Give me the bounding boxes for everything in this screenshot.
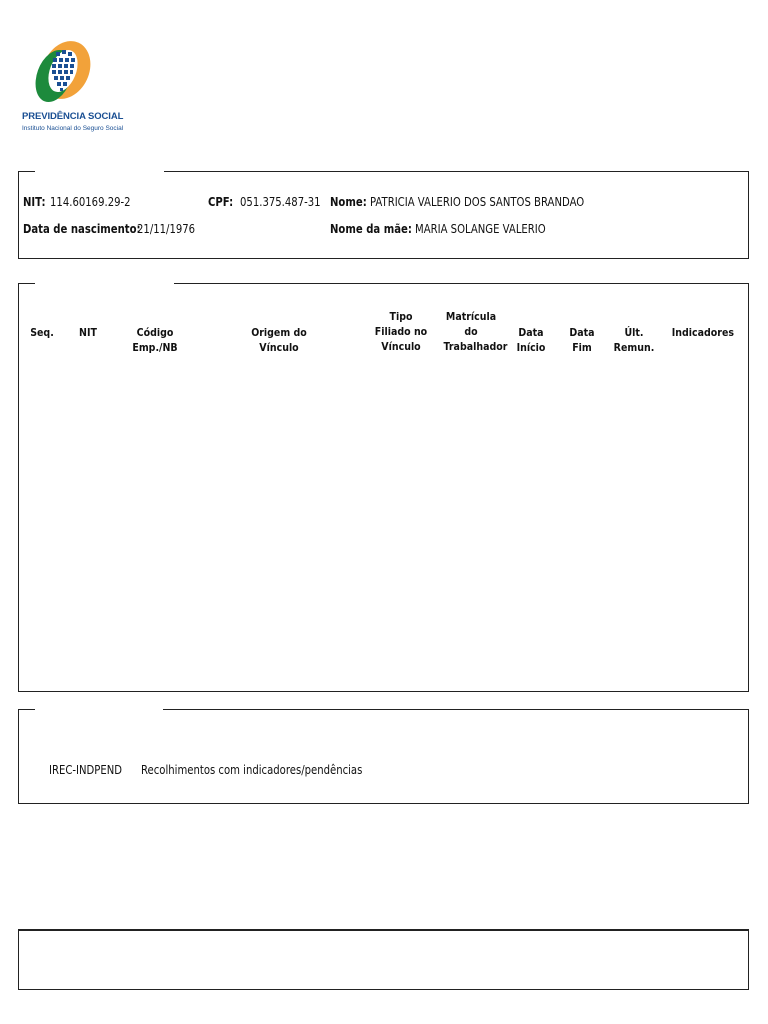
previdencia-logo bbox=[18, 38, 124, 140]
section-tab-gap bbox=[35, 708, 163, 712]
nome-mae-value: MARIA SOLANGE VALERIO bbox=[415, 222, 546, 236]
column-header-matricula: Matrícula do Trabalhador bbox=[443, 310, 508, 353]
data-nascimento-label: Data de nascimento: bbox=[23, 222, 141, 236]
nome-mae-label: Nome da mãe: bbox=[330, 222, 412, 236]
column-header-indicadores: Indicadores bbox=[671, 326, 735, 339]
footer-box bbox=[18, 929, 749, 990]
relations-table-body bbox=[19, 354, 748, 691]
logo-brand-text: PREVIDÊNCIA SOCIAL bbox=[22, 111, 124, 122]
relations-table-section bbox=[18, 283, 749, 692]
column-header-seq: Seq. bbox=[30, 326, 54, 339]
column-header-data-inicio: Data Início bbox=[516, 326, 546, 354]
nome-value: PATRICIA VALERIO DOS SANTOS BRANDAO bbox=[370, 195, 585, 209]
nit-label: NIT: bbox=[23, 195, 46, 209]
identification-section bbox=[18, 171, 749, 259]
nit-value: 114.60169.29-2 bbox=[50, 195, 131, 209]
data-nascimento-value: 21/11/1976 bbox=[137, 222, 196, 236]
cpf-label: CPF: bbox=[208, 195, 234, 209]
column-header-ult-remun: Últ. Remun. bbox=[613, 326, 655, 354]
section-tab-gap bbox=[35, 282, 174, 286]
column-header-codigo-emp: Código Emp./NB bbox=[132, 326, 178, 354]
legend-section bbox=[18, 709, 749, 804]
logo-subtitle-text: Instituto Nacional do Seguro Social bbox=[22, 125, 124, 132]
legend-code: IREC-INDPEND bbox=[49, 763, 123, 777]
section-tab-gap bbox=[35, 170, 164, 174]
column-header-origem-vinculo: Origem do Vínculo bbox=[251, 326, 307, 354]
column-header-tipo-filiado: Tipo Filiado no Vínculo bbox=[374, 310, 428, 353]
column-header-nit: NIT bbox=[79, 326, 97, 339]
cpf-value: 051.375.487-31 bbox=[240, 195, 321, 209]
column-header-data-fim: Data Fim bbox=[569, 326, 595, 354]
legend-description: Recolhimentos com indicadores/pendências bbox=[141, 763, 363, 777]
nome-label: Nome: bbox=[330, 195, 367, 209]
previdencia-emblem-icon bbox=[30, 38, 96, 108]
